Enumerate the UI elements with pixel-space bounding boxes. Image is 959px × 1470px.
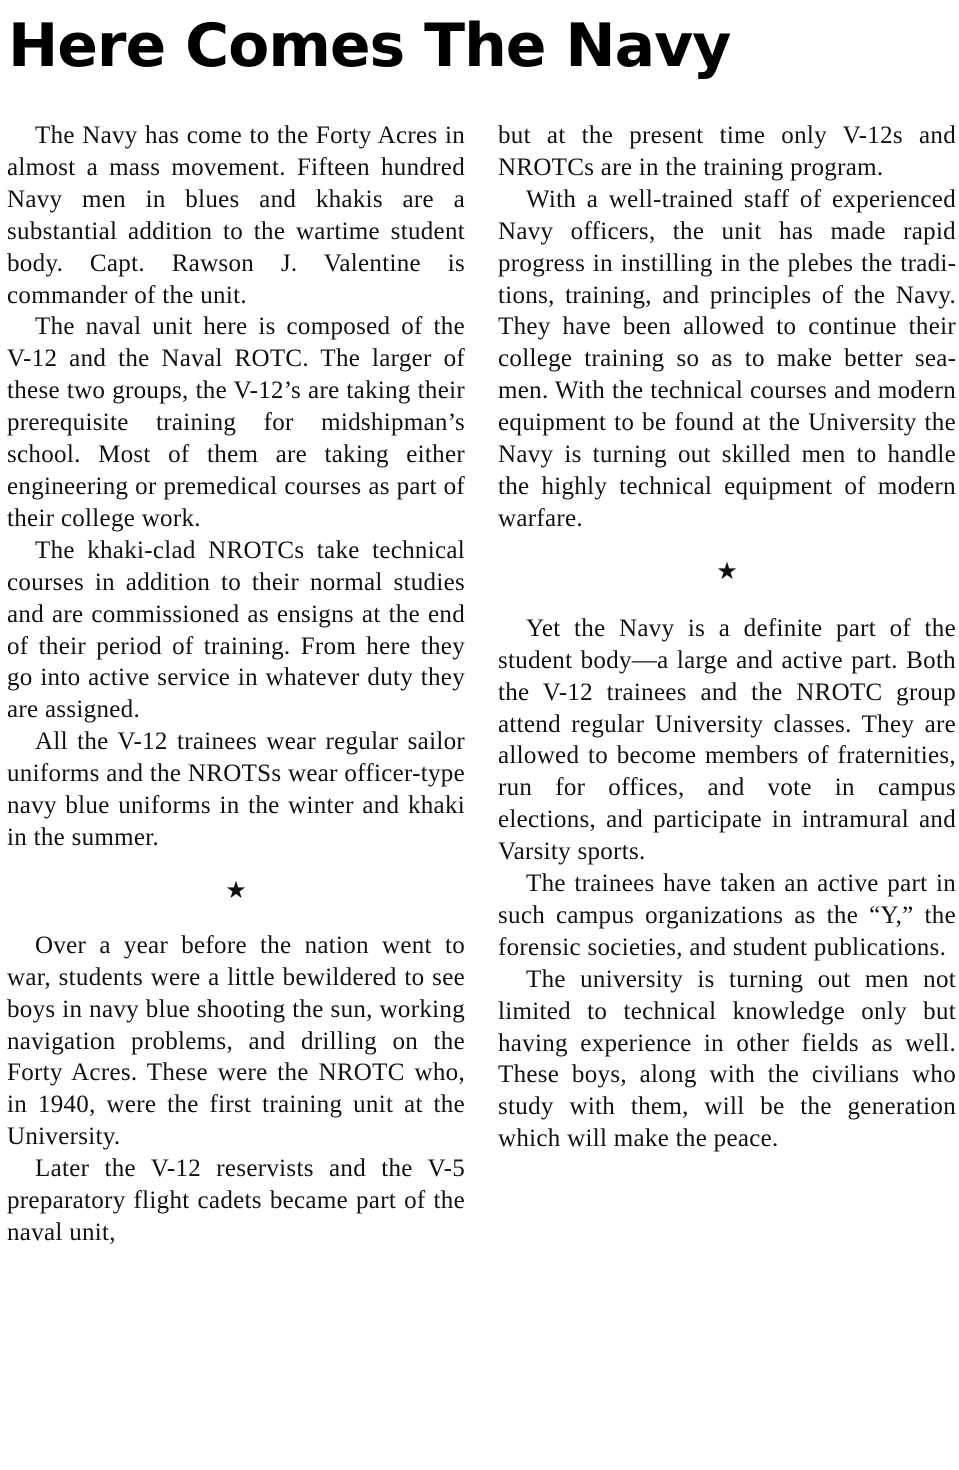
paragraph-staff: With a well-trained staff of experienced Navy officers, the unit has made rapid progress in instilling in the plebes the traditions, training, and principles of the Navy. They have been allowed to continue their college training so as to make better seamen. With the technical courses and modern equipment to be found at the University the Navy is turning out skilled men to handle the highly technical equipment of modern warfare.	[498, 185, 956, 532]
right-column	[498, 120, 956, 1155]
section-star-icon: ★	[225, 875, 247, 904]
article-title: Here Comes The Navy	[8, 11, 731, 81]
paragraph-intro: The Navy has come to the Forty Acres in almost a mass movement. Fifteen hundred Navy men in blues and khakis are a substantial addition to the wartime student body. Capt. Rawson J. Valentine is commander of the unit.	[7, 122, 465, 309]
paragraph-uniforms: All the V-12 trainees wear regular sailor uniforms and the NROTSs wear officer-type navy blue uniforms in the winter and khaki in the summer.	[7, 728, 465, 851]
paragraph-continuation: but at the present time only V-12s and NROTCs are in the training program.	[498, 122, 956, 181]
paragraph-nrotc: The khaki-clad NROTCs take technical courses in addition to their normal studies and are commissioned as ensigns at the end of their period of training. From here they go into active service in whatever duty they are assigned.	[7, 536, 465, 724]
paragraph-organizations: The trainees have taken an active part in such campus organizations as the “Y,” the forensic societies, and student publications.	[498, 870, 956, 961]
paragraph-naval-unit: The naval unit here is composed of the V-12 and the Naval ROTC. The larger of these two groups, the V-12’s are taking their prerequisite training for midshipman’s school. Most of them are taking either engineering or premedical courses as part of their college work.	[7, 313, 465, 532]
section-star-icon: ★	[716, 556, 738, 585]
paragraph-conclusion: The university is turning out men not limited to technical knowledge only but having experience in other fields as well. These boys, along with the civilians who study with them, will be the generation which will make the peace.	[498, 965, 956, 1153]
left-column	[7, 120, 465, 1249]
paragraph-later-units: Later the V-12 reservists and the V-5 preparatory flight cadets became part of the naval unit,	[7, 1155, 465, 1246]
paragraph-history: Over a year before the nation went to war, students were a little bewildered to see boys in navy blue shooting the sun, working navigation problems, and drilling on the Forty Acres. These were the NROTC who, in 1940, were the first training unit at the University.	[7, 931, 465, 1151]
paragraph-student-body: Yet the Navy is a definite part of the student body—a large and active part. Both the V-12 trainees and the NROTC group attend regular University classes. They are allowed to become members of fraternities, run for offices, and vote in campus elections, and participate in intramural and Varsity sports.	[498, 614, 956, 866]
